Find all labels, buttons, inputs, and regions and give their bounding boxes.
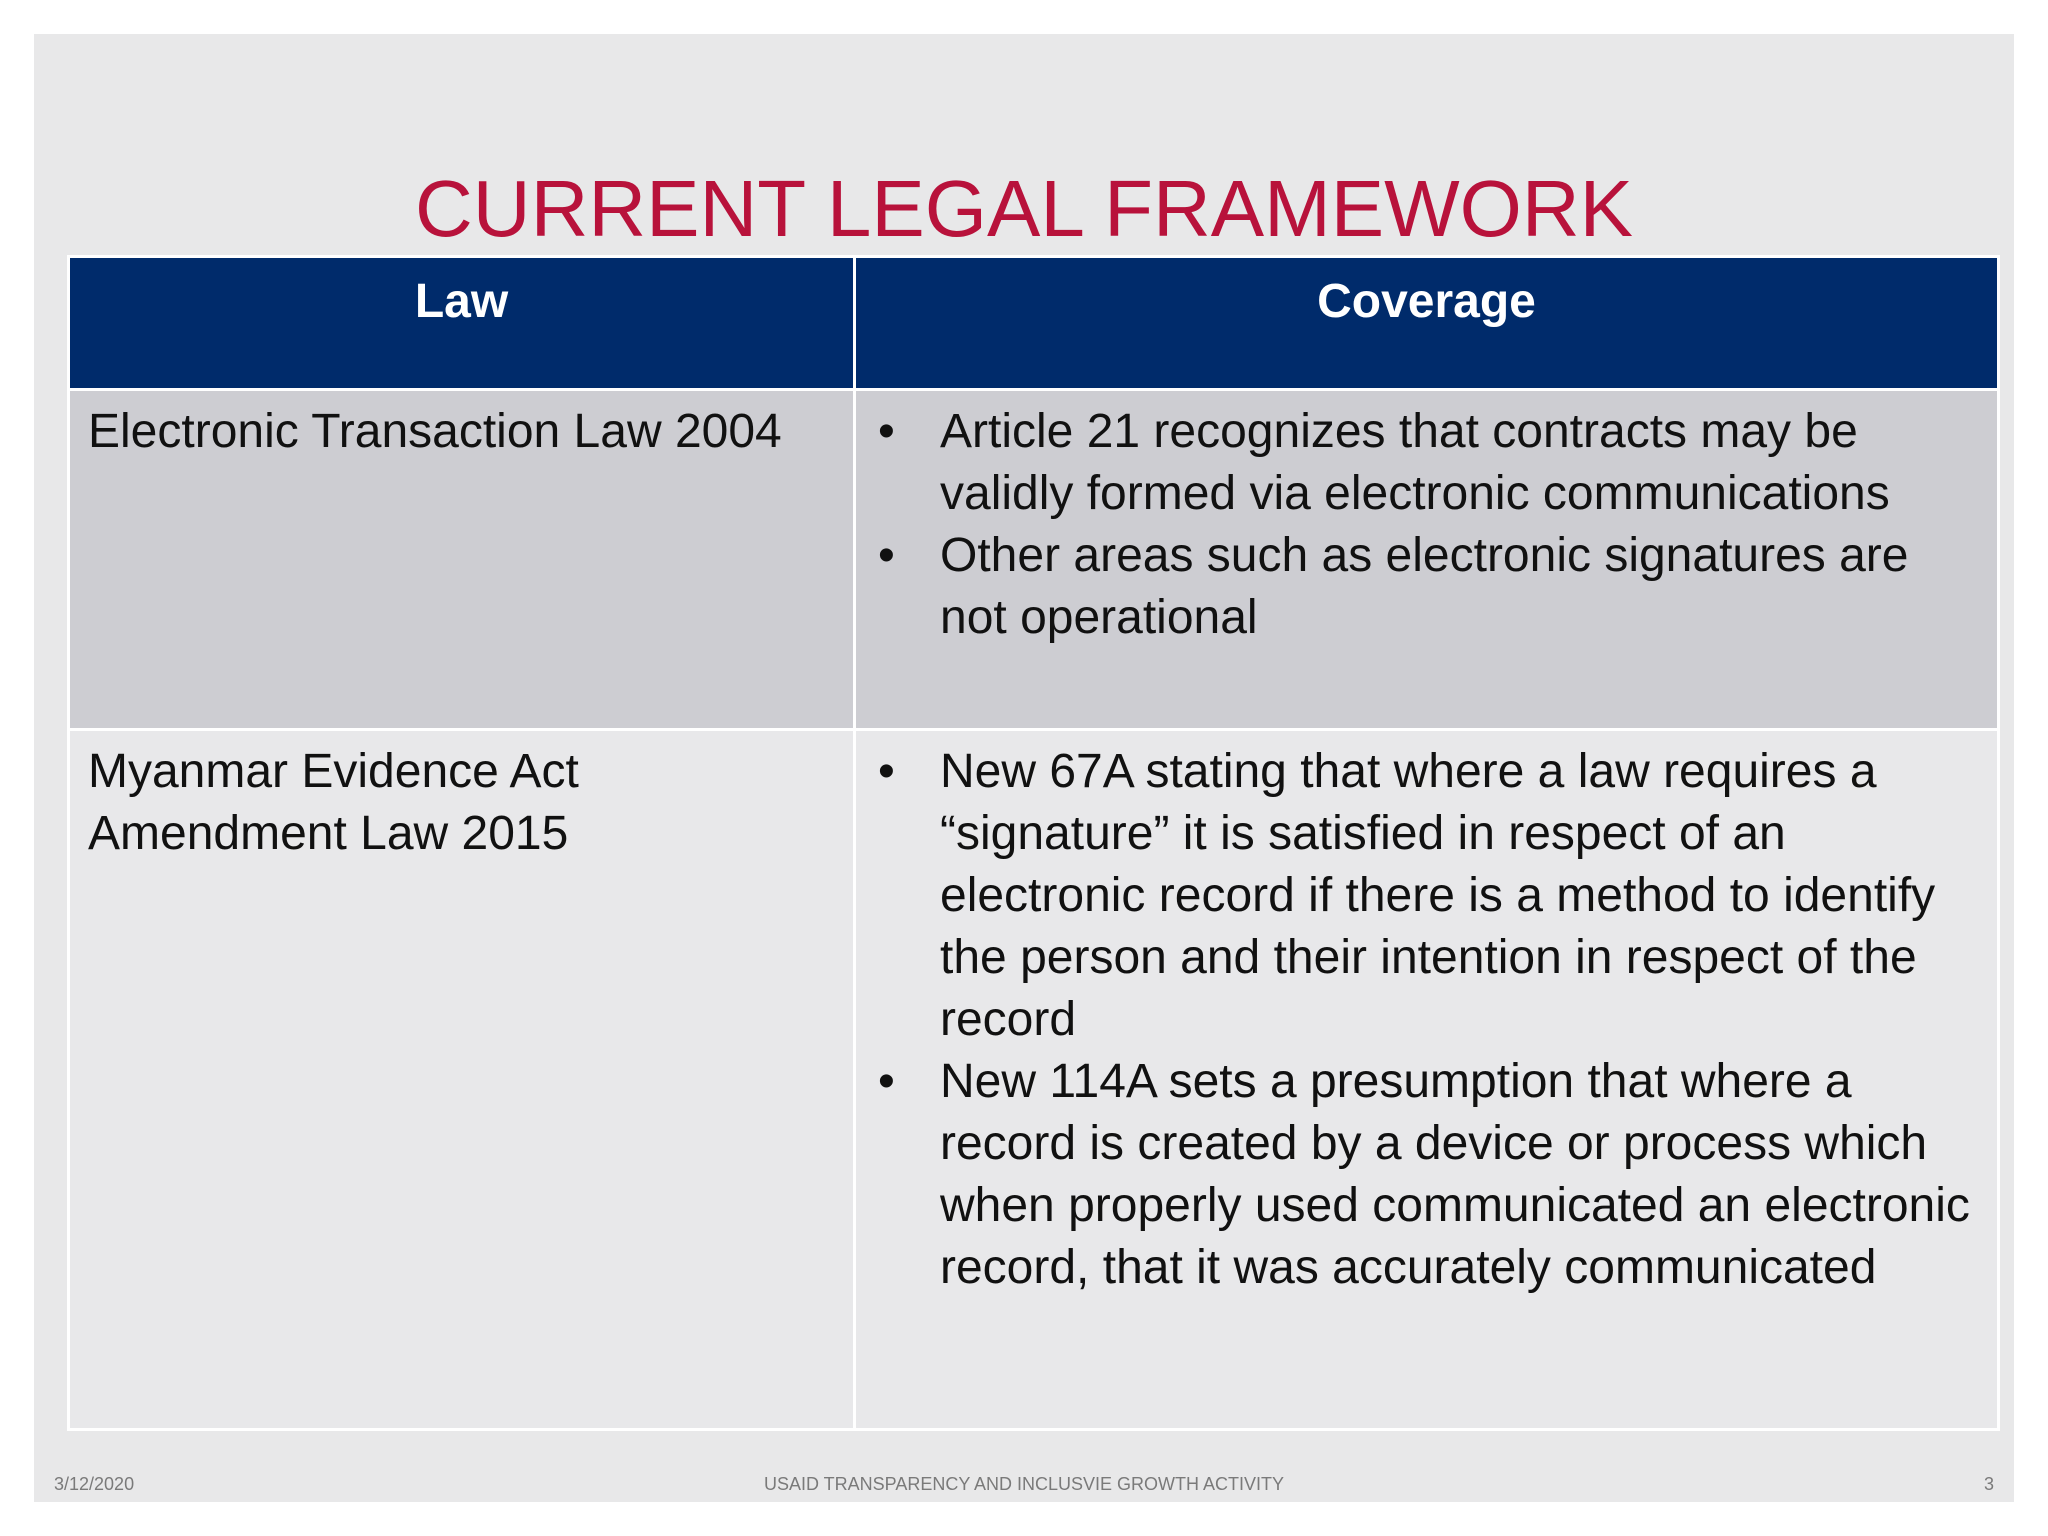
coverage-text: Article 21 recognizes that contracts may be validly formed via electronic communications xyxy=(940,405,1890,520)
slide-title: CURRENT LEGAL FRAMEWORK xyxy=(415,164,1633,253)
table-header-row xyxy=(69,257,1999,390)
legal-framework-table xyxy=(67,255,2000,1431)
coverage-text: New 67A stating that where a law requires a “signature” it is satisfied in respect of an electronic record if there is a method to identify the person and their intention in respect of the record xyxy=(940,745,1936,1046)
header-law: Law xyxy=(69,257,855,390)
coverage-list xyxy=(874,401,1979,649)
coverage-text: Other areas such as electronic signatures are not operational xyxy=(940,529,1909,644)
coverage-item xyxy=(874,741,1979,1051)
coverage-list xyxy=(874,741,1979,1299)
table-row xyxy=(69,390,1999,730)
coverage-item xyxy=(874,401,1979,525)
table-row xyxy=(69,730,1999,1430)
footer-date: 3/12/2020 xyxy=(54,1474,135,1494)
footer-page-number: 3 xyxy=(1983,1474,1994,1494)
law-cell: Myanmar Evidence Act Amendment Law 2015 xyxy=(69,730,855,1430)
coverage-cell xyxy=(855,390,1999,730)
coverage-text: New 114A sets a presumption that where a record is created by a device or process which when properly used communicated an electronic record, that it was accurately communicated xyxy=(940,1055,1970,1294)
footer-organization: USAID TRANSPARENCY AND INCLUSVIE GROWTH ACTIVITY xyxy=(763,1474,1285,1494)
header-coverage: Coverage xyxy=(855,257,1999,390)
coverage-cell xyxy=(855,730,1999,1430)
bullet-icon: • xyxy=(878,529,895,582)
slide xyxy=(34,34,2014,1502)
bullet-icon: • xyxy=(878,1055,895,1108)
bullet-icon: • xyxy=(878,405,895,458)
law-cell: Electronic Transaction Law 2004 xyxy=(69,390,855,730)
bullet-icon: • xyxy=(878,745,895,798)
coverage-item xyxy=(874,525,1979,649)
coverage-item xyxy=(874,1051,1979,1299)
